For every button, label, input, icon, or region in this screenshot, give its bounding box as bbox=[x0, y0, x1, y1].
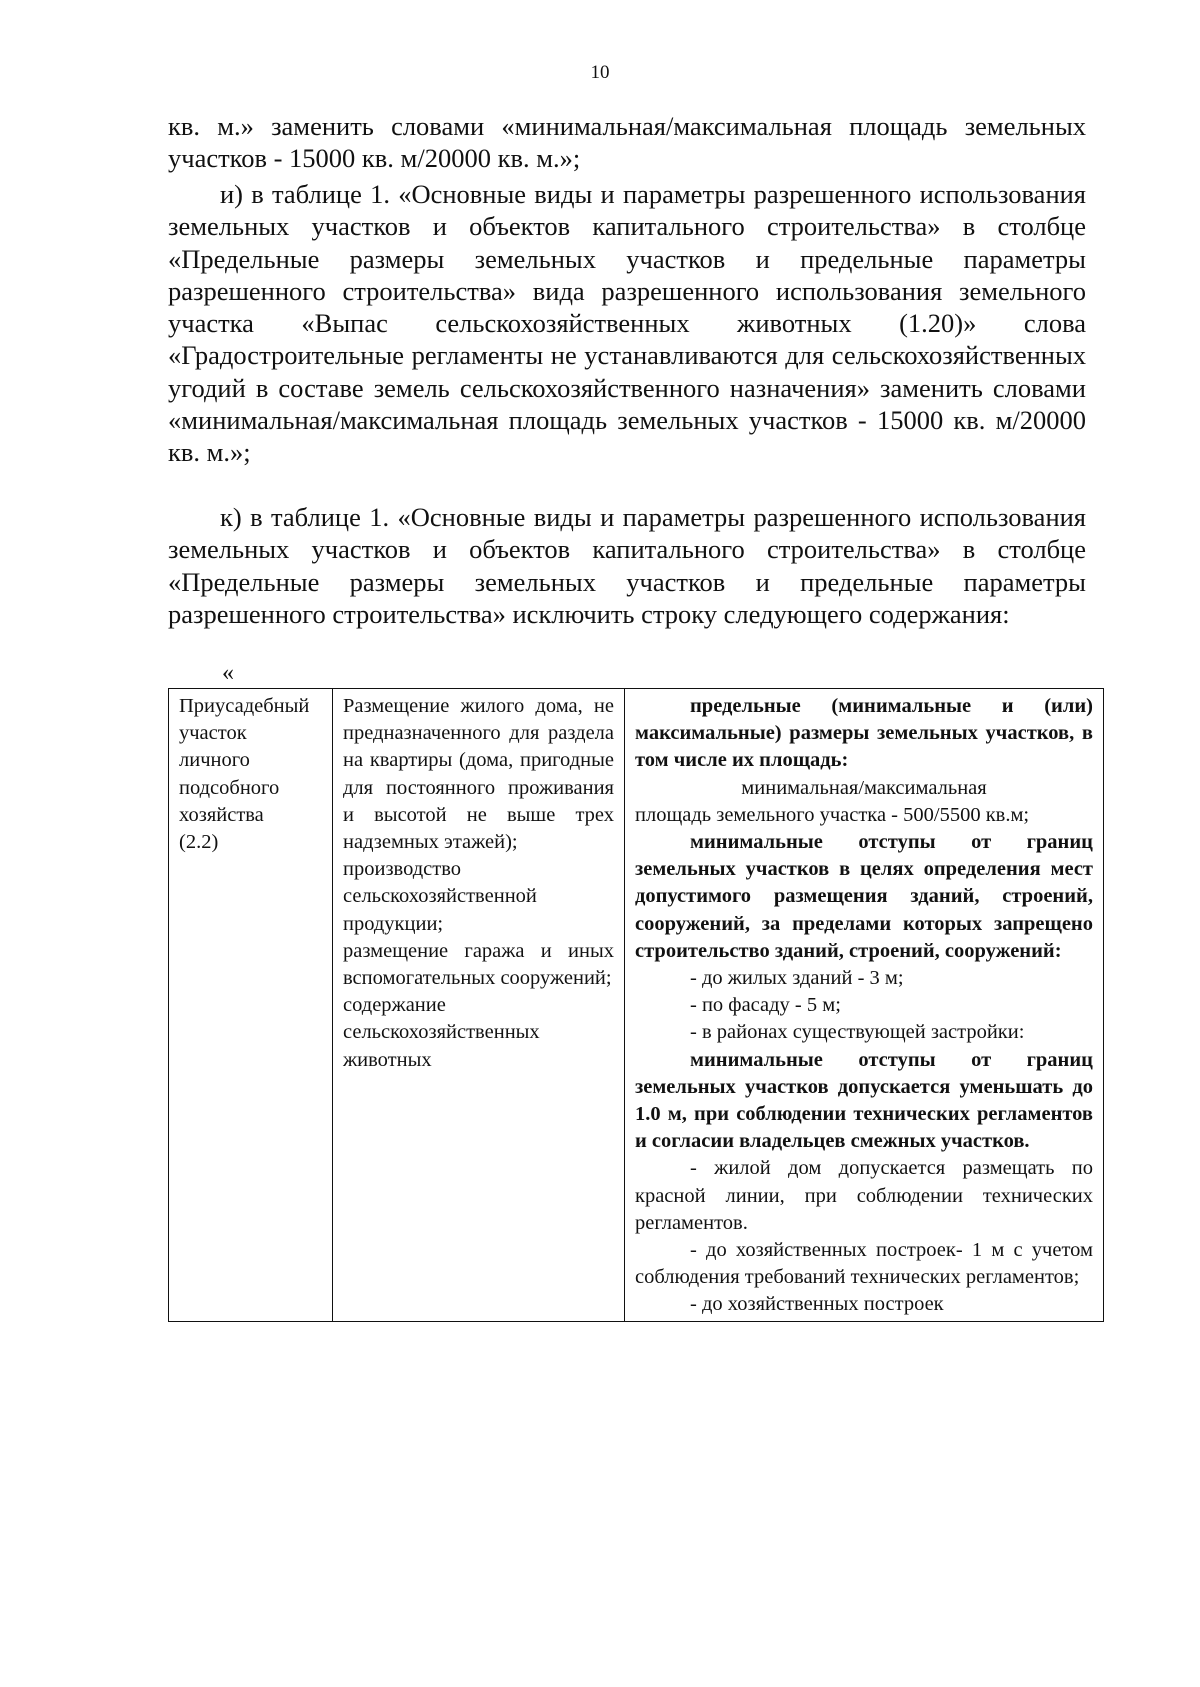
table-row bbox=[169, 689, 1104, 1322]
use-description-item: производство сельскохозяйственной продукции; bbox=[343, 858, 537, 935]
land-use-name-cell bbox=[169, 689, 333, 1322]
page-number: 10 bbox=[590, 62, 610, 83]
area-limit-line: минимальная/максимальная bbox=[741, 776, 987, 799]
limit-parameters-cell bbox=[625, 689, 1104, 1322]
setback-item: - жилой дом допускается размещать по красной линии, при соблюдении технических регламентов. bbox=[635, 1157, 1093, 1234]
parameters-heading: предельные (минимальные и (или) максимальные) размеры земельных участков, в том числе их площадь: bbox=[635, 695, 1093, 772]
excluded-row-table bbox=[168, 688, 1104, 1322]
permitted-use-description-cell bbox=[333, 689, 625, 1322]
land-use-code: (2.2) bbox=[179, 831, 219, 854]
paragraph-item-i: и) в таблице 1. «Основные виды и параметры разрешенного использования земельных участков и объектов капитального строительства» в столбце «Предельные размеры земельных участков и предельные параметры разрешенного строительства» вида разрешенного использования земельного участка «Выпас сельскохозяйственных животных (1.20)» слова «Градостроительные регламенты не устанавливаются для сельскохозяйственных угодий в составе земель сельскохозяйственного назначения» заменить словами «минимальная/максимальная площадь земельных участков - 15000 кв. м/20000 кв. м.»; bbox=[168, 179, 1086, 468]
setback-item: - до хозяйственных построек- 1 м с учетом соблюдения требований технических регламентов; bbox=[635, 1239, 1093, 1289]
land-use-name-line: Приусадебный bbox=[179, 695, 310, 717]
setback-reduction-note: минимальные отступы от границ земельных участков допускается уменьшать до 1.0 м, при соблюдении технических регламентов и согласии владельцев смежных участков. bbox=[635, 1048, 1093, 1153]
land-use-name-line: подсобного bbox=[179, 776, 280, 799]
setbacks-heading: минимальные отступы от границ земельных участков в целях определения мест допустимого размещения зданий, строений, сооружений, за пределами которых запрещено строительство зданий, строений, сооружений: bbox=[635, 831, 1093, 962]
use-description-item: Размещение жилого дома, не предназначенного для раздела на квартиры (дома, пригодные для постоянного проживания и высотой не выше трех надземных этажей); bbox=[343, 695, 614, 854]
paragraph-continuation: кв. м.» заменить словами «минимальная/максимальная площадь земельных участков - 15000 кв. м/20000 кв. м.»; bbox=[168, 111, 1086, 174]
use-description-item: размещение гаража и иных вспомогательных сооружений; bbox=[343, 939, 614, 990]
opening-quote-mark: « bbox=[222, 660, 234, 686]
use-description-item: содержание сельскохозяйственных животных bbox=[343, 994, 540, 1071]
setback-item: - в районах существующей застройки: bbox=[690, 1021, 1025, 1044]
paragraph-item-k: к) в таблице 1. «Основные виды и параметры разрешенного использования земельных участков и объектов капитального строительства» в столбце «Предельные размеры земельных участков и предельные параметры разрешенного строительства» исключить строку следующего содержания: bbox=[168, 502, 1086, 629]
setback-item: - по фасаду - 5 м; bbox=[690, 994, 841, 1017]
land-use-name-line: хозяйства bbox=[179, 803, 264, 826]
land-use-name-line: участок личного bbox=[179, 722, 250, 772]
setback-item: - до жилых зданий - 3 м; bbox=[690, 967, 904, 990]
setback-item: - до хозяйственных построек bbox=[690, 1293, 944, 1316]
area-limit-value: площадь земельного участка - 500/5500 кв.м; bbox=[635, 803, 1030, 826]
